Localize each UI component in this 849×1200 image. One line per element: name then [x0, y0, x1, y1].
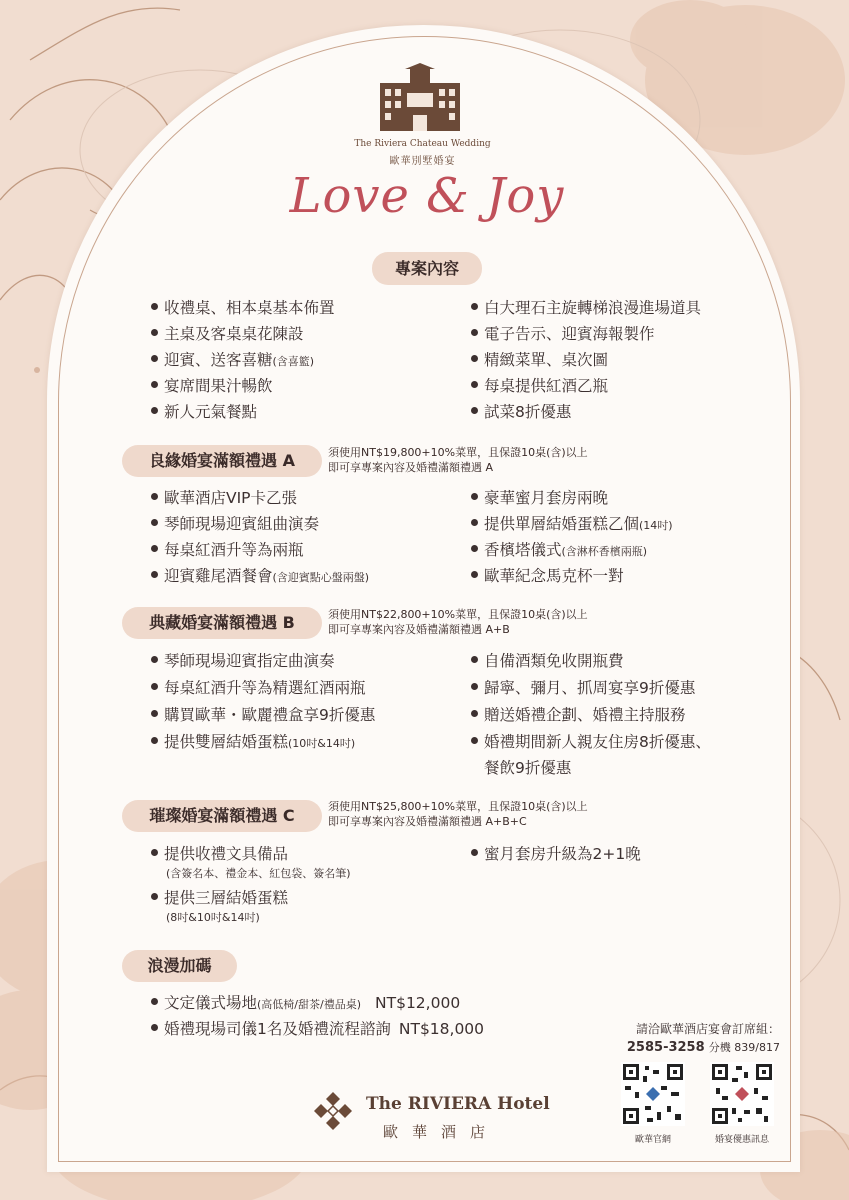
- list-item: 歸寧、彌月、抓周宴享9折優惠: [471, 677, 695, 699]
- list-item: 婚禮期間新人親友住房8折優惠、: [471, 731, 711, 753]
- qr-code-website-icon[interactable]: [621, 1062, 685, 1126]
- contact-label: 請洽歐華酒店宴會訂席組：: [635, 1022, 780, 1036]
- extra-item: 文定儀式場地(高低椅/甜茶/禮品桌) NT$12,000: [151, 992, 460, 1016]
- list-item: 每桌提供紅酒乙瓶: [471, 375, 608, 397]
- chateau-building-icon: [375, 63, 465, 135]
- list-item: 自備酒類免收開瓶費: [471, 650, 624, 672]
- list-item: 收禮桌、相本桌基本佈置: [151, 297, 335, 319]
- list-item: 蜜月套房升級為2+1晚: [471, 843, 641, 865]
- list-item: 迎賓雞尾酒餐會(含迎賓點心盤兩盤): [151, 565, 369, 589]
- section-title-b: 典藏婚宴滿額禮遇 B: [122, 607, 322, 639]
- list-item: 每桌紅酒升等為精選紅酒兩瓶: [151, 677, 366, 699]
- list-item: 試菜8折優惠: [471, 401, 571, 423]
- qr-code-offers-icon[interactable]: [710, 1062, 774, 1126]
- list-item: 香檳塔儀式(含淋杯香檳兩瓶): [471, 539, 647, 563]
- list-item: 白大理石主旋轉梯浪漫進場道具: [471, 297, 701, 319]
- list-item: 琴師現場迎賓指定曲演奏: [151, 650, 335, 672]
- list-item: 迎賓、送客喜糖(含喜籃): [151, 349, 314, 373]
- list-item: 提供收禮文具備品: [151, 843, 288, 865]
- hotel-name-en: The RIVIERA Hotel: [366, 1094, 550, 1114]
- contact-phone: 2585-3258 分機 839/817: [626, 1040, 780, 1055]
- section-title-a: 良緣婚宴滿額禮遇 A: [122, 445, 322, 477]
- extra-item: 婚禮現場司儀1名及婚禮流程諮詢 NT$18,000: [151, 1018, 484, 1040]
- section-title-extra: 浪漫加碼: [122, 950, 237, 982]
- hotel-name-zh: 歐華酒店: [383, 1123, 500, 1141]
- section-b-note: 須使用NT$22,800+10%菜單，且保證10桌(含)以上 即可享專案內容及婚禮滿額禮遇 A+B: [328, 608, 588, 636]
- list-item: 電子告示、迎賓海報製作: [471, 323, 655, 345]
- list-item: 提供三層結婚蛋糕: [151, 887, 288, 909]
- love-and-joy-title: Love & Joy: [289, 168, 565, 224]
- list-item: 贈送婚禮企劃、婚禮主持服務: [471, 704, 686, 726]
- list-item: 提供單層結婚蛋糕乙個(14吋): [471, 513, 673, 537]
- brand-en-name: The Riviera Chateau Wedding: [354, 139, 491, 149]
- list-item: 歐華酒店VIP卡乙張: [151, 487, 297, 509]
- qr-label-website: 歐華官網: [634, 1135, 671, 1145]
- qr-label-offers: 婚宴優惠訊息: [714, 1135, 769, 1145]
- list-item: 新人元氣餐點: [151, 401, 257, 423]
- section-a-note: 須使用NT$19,800+10%菜單，且保證10桌(含)以上 即可享專案內容及婚禮滿額禮遇 A: [328, 446, 588, 474]
- section-title-c: 璀璨婚宴滿額禮遇 C: [122, 800, 322, 832]
- list-item: 精緻菜單、桌次圖: [471, 349, 608, 371]
- section-c-note: 須使用NT$25,800+10%菜單，且保證10桌(含)以上 即可享專案內容及婚禮滿額禮遇 A+B+C: [328, 800, 588, 828]
- list-item: 購買歐華・歐麗禮盒享9折優惠: [151, 704, 375, 726]
- section-title-main: 專案內容: [372, 252, 482, 285]
- list-item-note: (8吋&10吋&14吋): [166, 911, 260, 924]
- list-item: 提供雙層結婚蛋糕(10吋&14吋): [151, 731, 355, 755]
- list-item: 每桌紅酒升等為兩瓶: [151, 539, 304, 561]
- riviera-hotel-logo-icon: [312, 1090, 354, 1132]
- list-item: 琴師現場迎賓組曲演奏: [151, 513, 319, 535]
- list-item: 豪華蜜月套房兩晚: [471, 487, 608, 509]
- list-item-continued: 餐飲9折優惠: [484, 759, 572, 777]
- list-item: 宴席間果汁暢飲: [151, 375, 273, 397]
- brand-zh-name: 歐華別墅婚宴: [389, 156, 456, 167]
- list-item-note: (含簽名本、禮金本、紅包袋、簽名筆): [166, 867, 351, 880]
- list-item: 主桌及客桌桌花陳設: [151, 323, 304, 345]
- list-item: 歐華紀念馬克杯一對: [471, 565, 624, 587]
